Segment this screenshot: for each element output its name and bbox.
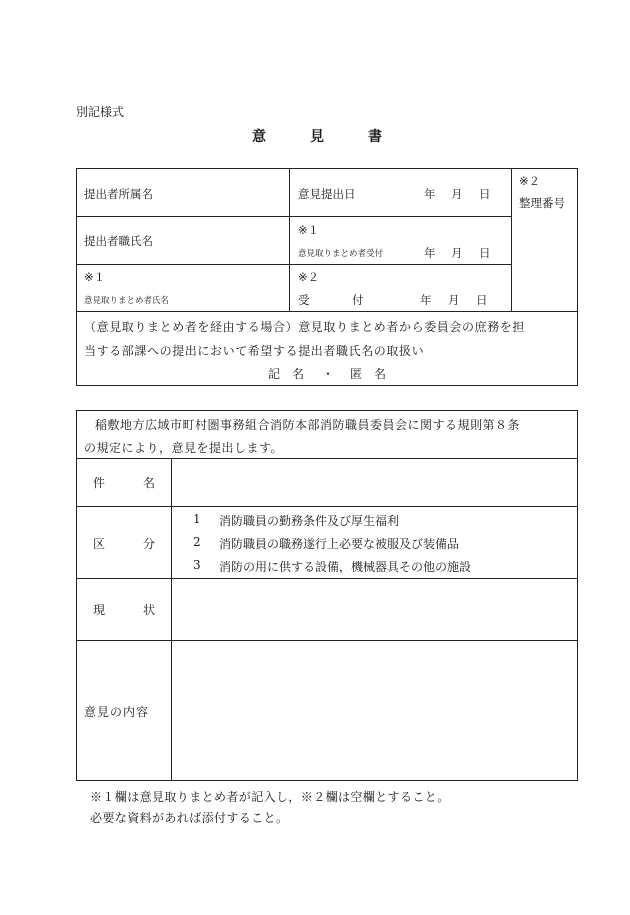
- receipt-label-a: 受: [298, 293, 310, 307]
- category-item-1-num: 1: [193, 512, 201, 526]
- note-1: ※１欄は意見取りまとめ者が記入し，※２欄は空欄とすること。: [90, 790, 450, 804]
- subject-label-a: 件: [93, 476, 106, 490]
- receipt2-month-label: 月: [448, 293, 460, 307]
- category-label-a: 区: [93, 537, 106, 551]
- ref-number-label: 整理番号: [519, 196, 565, 210]
- submit-month-label: 月: [451, 187, 463, 201]
- status-label-b: 状: [143, 603, 156, 617]
- form-type-label: 別記様式: [76, 105, 125, 119]
- subject-field[interactable]: [180, 462, 570, 502]
- handling-text-line1: （意見取りまとめ者を経由する場合）意見取りまとめ者から委員会の庶務を担: [84, 320, 526, 334]
- submit-date-label: 意見提出日: [298, 187, 356, 201]
- receipt2-year-label: 年: [420, 293, 432, 307]
- name-title-label: 提出者職氏名: [84, 234, 153, 248]
- ref-mark-1-receipt: ※１: [298, 223, 320, 237]
- choice-anonymous[interactable]: 匿 名: [350, 367, 387, 381]
- category-item-3-num: 3: [193, 558, 201, 572]
- intro-text-line2: の規定により，意見を提出します。: [84, 441, 284, 455]
- category-item-3[interactable]: 消防の用に供する設備，機械器具その他の施設: [219, 560, 472, 574]
- handling-text-line2: 当する部課への提出において希望する提出者職氏名の取扱い: [84, 344, 425, 358]
- subject-label-b: 名: [143, 476, 156, 490]
- document-title: 意見書: [252, 129, 426, 145]
- receipt-year-label: 年: [424, 246, 436, 260]
- ref-mark-2-number: ※２: [519, 174, 541, 188]
- category-item-2-num: 2: [193, 535, 201, 549]
- category-label-b: 分: [143, 537, 156, 551]
- affiliation-label: 提出者所属名: [84, 187, 153, 201]
- intro-text-line1: 稲敷地方広域市町村圏事務組合消防本部消防職員委員会に関する規則第８条: [95, 418, 521, 432]
- status-field[interactable]: [180, 583, 570, 635]
- compiler-receipt-label: 意見取りまとめ者受付: [298, 249, 384, 259]
- receipt-day-label: 日: [479, 246, 491, 260]
- receipt-month-label: 月: [451, 246, 463, 260]
- submit-day-label: 日: [479, 187, 491, 201]
- note-2: 必要な資料があれば添付すること。: [90, 811, 289, 825]
- receipt2-day-label: 日: [476, 293, 488, 307]
- opinion-label: 意見の内容: [84, 705, 150, 719]
- submit-year-label: 年: [424, 187, 436, 201]
- receipt-label-b: 付: [352, 293, 364, 307]
- choice-named[interactable]: 記 名: [268, 367, 305, 381]
- category-item-1[interactable]: 消防職員の勤務条件及び厚生福利: [219, 514, 400, 528]
- choice-separator: ・: [322, 367, 335, 381]
- opinion-field[interactable]: [180, 645, 570, 775]
- ref-mark-2-receipt: ※２: [298, 270, 320, 284]
- compiler-name-label: 意見取りまとめ者氏名: [84, 296, 170, 306]
- status-label-a: 現: [93, 603, 106, 617]
- category-item-2[interactable]: 消防職員の職務遂行上必要な被服及び装備品: [219, 537, 460, 551]
- ref-mark-1-compiler: ※１: [84, 270, 106, 284]
